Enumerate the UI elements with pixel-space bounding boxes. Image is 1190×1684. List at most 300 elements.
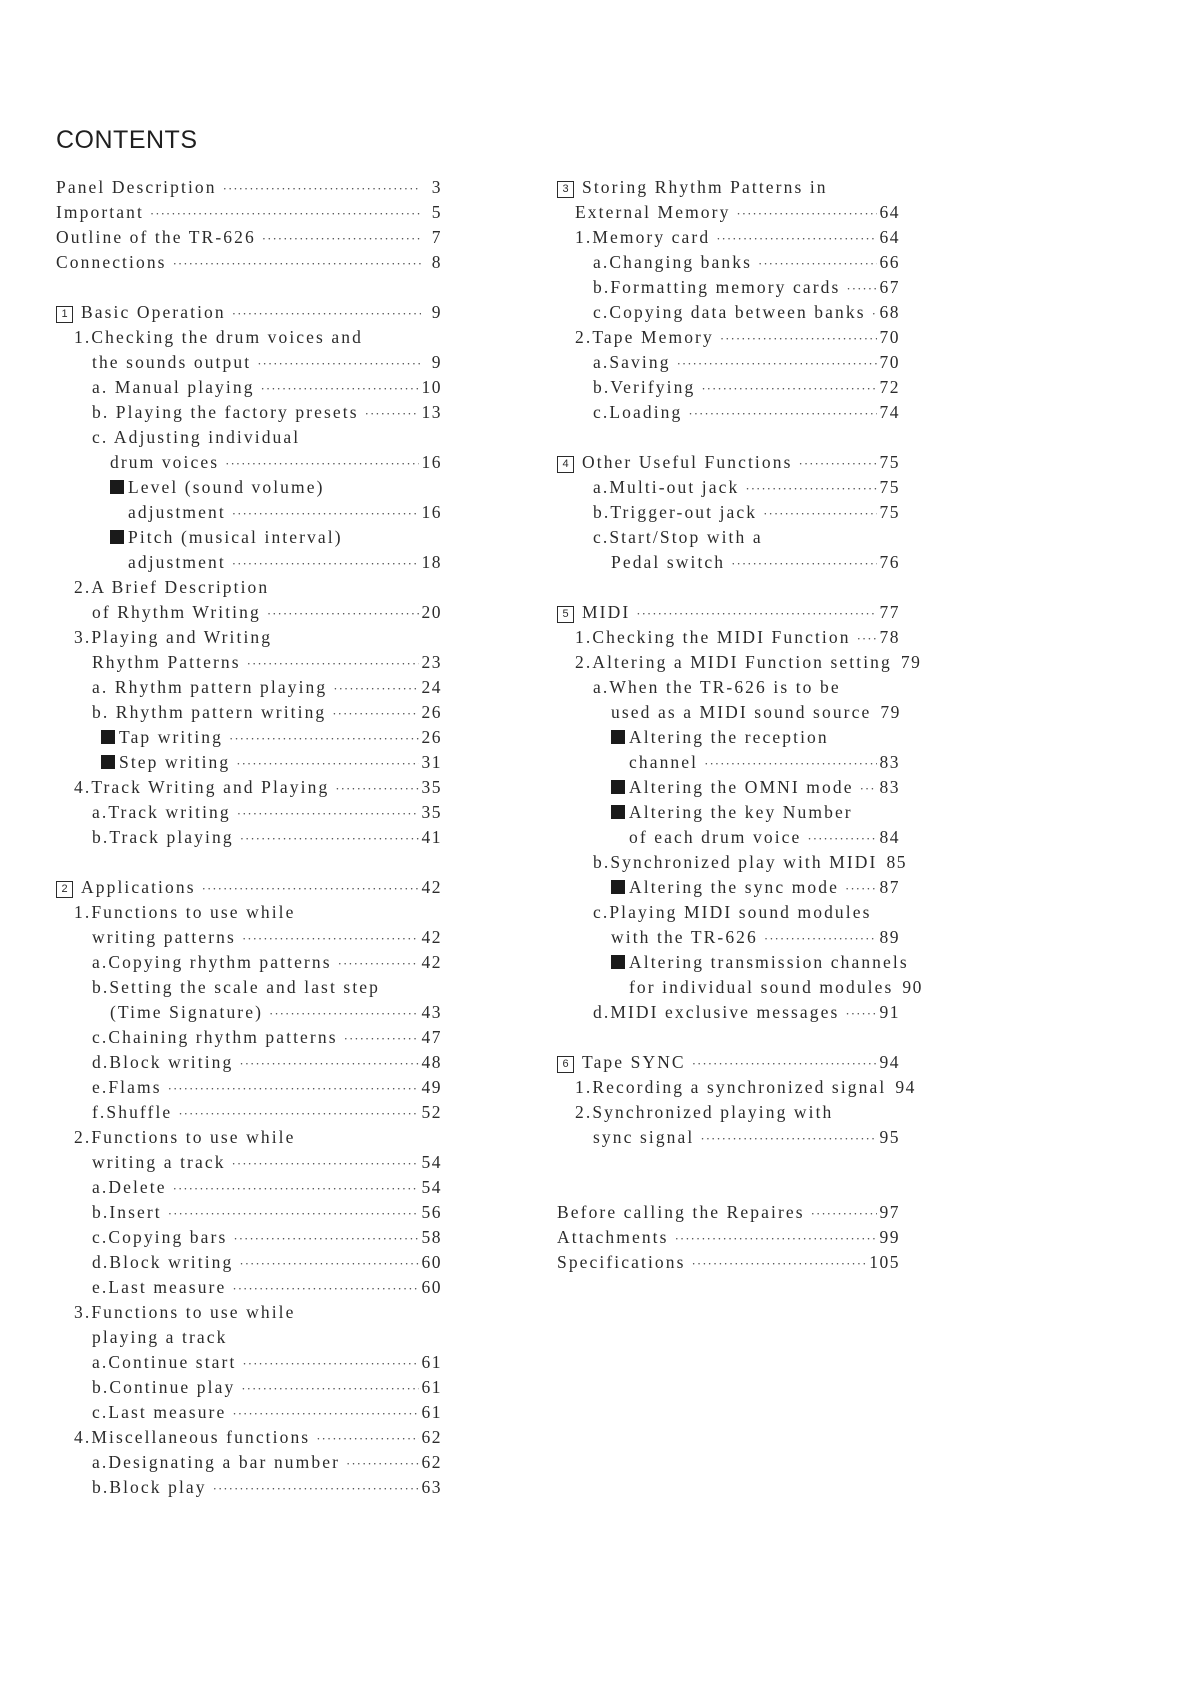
toc-entry-text: playing a track	[92, 1327, 228, 1347]
toc-entry[interactable]	[56, 1300, 442, 1325]
toc-entry[interactable]	[56, 1325, 442, 1350]
toc-entry-label	[92, 1200, 162, 1225]
toc-entry-label	[593, 475, 739, 500]
toc-spacer	[557, 575, 900, 600]
toc-page-number: 43	[421, 1002, 442, 1022]
toc-entry-text: c. Adjusting individual	[92, 427, 301, 447]
toc-page-number: 61	[421, 1402, 442, 1422]
toc-spacer	[56, 275, 442, 300]
toc-page-number: 42	[421, 952, 442, 972]
toc-entry[interactable]	[557, 1050, 900, 1075]
toc-entry-label	[128, 500, 226, 525]
dot-leader	[745, 476, 876, 501]
toc-page-number: 3	[431, 177, 442, 197]
toc-entry-label	[74, 1300, 296, 1325]
toc-entry[interactable]	[56, 1350, 442, 1375]
toc-entry[interactable]	[56, 200, 442, 225]
toc-entry[interactable]	[557, 750, 900, 775]
toc-entry[interactable]	[56, 1000, 442, 1025]
toc-page-number: 74	[879, 402, 900, 422]
dot-leader	[232, 301, 421, 326]
toc-page-number: 49	[421, 1077, 442, 1097]
toc-page-number: 48	[421, 1052, 442, 1072]
toc-entry[interactable]	[56, 975, 442, 1000]
toc-entry-text: Outline of the TR-626	[56, 227, 256, 247]
dot-leader	[202, 876, 419, 901]
toc-spacer	[557, 1025, 900, 1050]
toc-entry[interactable]	[557, 875, 900, 900]
dot-leader	[242, 926, 419, 951]
toc-entry-text: a.Continue start	[92, 1352, 237, 1372]
toc-entry-text: a. Rhythm pattern playing	[92, 677, 328, 697]
dot-leader	[232, 1276, 418, 1301]
toc-entry-label	[92, 1150, 226, 1175]
toc-entry[interactable]	[56, 775, 442, 800]
toc-entry-text: 1.Recording a synchronized signal	[575, 1077, 887, 1097]
toc-entry-label	[110, 1000, 263, 1025]
toc-entry[interactable]	[56, 500, 442, 525]
toc-entry[interactable]	[56, 1375, 442, 1400]
toc-entry-label	[593, 850, 877, 875]
toc-entry[interactable]	[557, 1225, 900, 1250]
toc-entry-label	[575, 650, 892, 675]
toc-entry-label	[56, 250, 167, 275]
toc-entry-text: 2.Functions to use while	[74, 1127, 296, 1147]
toc-page-number: 75	[879, 452, 900, 472]
toc-entry[interactable]	[56, 550, 442, 575]
toc-page-number: 61	[421, 1377, 442, 1397]
toc-entry-text: c.Copying bars	[92, 1227, 228, 1247]
toc-entry[interactable]	[557, 925, 900, 950]
toc-entry-label	[557, 1050, 686, 1075]
toc-entry[interactable]	[557, 1100, 900, 1125]
dot-leader	[807, 826, 876, 851]
toc-page-number: 41	[421, 827, 442, 847]
toc-entry-text: b.Block play	[92, 1477, 207, 1497]
toc-page-number: 84	[879, 827, 900, 847]
toc-entry-label	[611, 950, 909, 975]
toc-entry[interactable]	[56, 1275, 442, 1300]
toc-entry[interactable]	[56, 900, 442, 925]
toc-entry-label	[101, 750, 230, 775]
toc-page-number: 16	[421, 502, 442, 522]
dot-leader	[262, 226, 421, 251]
toc-entry[interactable]	[56, 625, 442, 650]
dot-leader	[225, 451, 418, 476]
toc-entry[interactable]	[56, 650, 442, 675]
bullet-square-icon	[101, 755, 115, 769]
dot-leader	[333, 676, 418, 701]
toc-entry-text: a.Delete	[92, 1177, 167, 1197]
toc-entry-text: 2.Synchronized playing with	[575, 1102, 834, 1122]
toc-entry-label	[593, 1000, 839, 1025]
toc-entry[interactable]	[557, 275, 900, 300]
toc-entry[interactable]	[557, 175, 900, 200]
toc-entry[interactable]	[557, 850, 907, 875]
toc-entry-label	[557, 175, 828, 200]
toc-entry-label	[128, 550, 226, 575]
toc-entry-label	[611, 775, 854, 800]
page-title: CONTENTS	[56, 126, 198, 154]
toc-page-number: 7	[431, 227, 442, 247]
toc-entry-text: Tape SYNC	[582, 1052, 686, 1072]
dot-leader	[764, 926, 877, 951]
toc-entry-label	[557, 1250, 686, 1275]
toc-entry[interactable]	[56, 375, 442, 400]
toc-entry-label	[92, 925, 236, 950]
toc-entry-text: Altering the reception	[629, 727, 829, 747]
toc-entry[interactable]	[56, 1150, 442, 1175]
toc-page-number: 63	[421, 1477, 442, 1497]
toc-entry[interactable]	[557, 200, 900, 225]
bullet-square-icon	[611, 955, 625, 969]
toc-entry[interactable]	[56, 300, 442, 325]
toc-entry-text: drum voices	[110, 452, 220, 472]
toc-entry-label	[611, 550, 725, 575]
toc-entry-text: a.Saving	[593, 352, 671, 372]
dot-leader	[857, 626, 877, 651]
toc-entry-label	[611, 925, 758, 950]
toc-entry-label	[92, 800, 231, 825]
toc-entry-label	[110, 475, 325, 500]
toc-entry-text: Storing Rhythm Patterns in	[582, 177, 828, 197]
toc-entry-label	[74, 900, 296, 925]
toc-entry[interactable]	[56, 325, 442, 350]
toc-page-number: 10	[421, 377, 442, 397]
dot-leader	[846, 276, 876, 301]
toc-entry[interactable]	[56, 800, 442, 825]
toc-entry-text: with the TR-626	[611, 927, 758, 947]
toc-entry[interactable]	[56, 825, 442, 850]
toc-entry[interactable]	[56, 1450, 442, 1475]
toc-entry[interactable]	[557, 675, 900, 700]
toc-entry-text: Altering the key Number	[629, 802, 853, 822]
toc-entry-label	[92, 1225, 227, 1250]
toc-entry-text: 4.Track Writing and Playing	[74, 777, 330, 797]
toc-entry[interactable]	[557, 700, 900, 725]
toc-entry-label	[92, 675, 327, 700]
toc-entry-text: Rhythm Patterns	[92, 652, 241, 672]
dot-leader	[257, 351, 421, 376]
toc-entry[interactable]	[56, 1125, 442, 1150]
toc-entry[interactable]	[56, 1425, 442, 1450]
toc-entry[interactable]	[56, 425, 442, 450]
toc-entry[interactable]	[557, 725, 900, 750]
dot-leader	[247, 651, 419, 676]
toc-entry-label	[593, 375, 695, 400]
chapter-number-badge: 3	[557, 181, 574, 198]
dot-leader	[173, 1176, 419, 1201]
toc-entry-label	[593, 400, 682, 425]
dot-leader	[860, 776, 877, 801]
toc-entry[interactable]	[56, 1075, 442, 1100]
toc-entry-label	[92, 1475, 207, 1500]
toc-entry-label	[92, 1275, 226, 1300]
dot-leader	[763, 501, 876, 526]
toc-entry[interactable]	[56, 525, 442, 550]
toc-entry[interactable]	[56, 875, 442, 900]
toc-entry-text: c.Copying data between banks	[593, 302, 866, 322]
toc-entry-label	[575, 625, 851, 650]
toc-entry[interactable]	[557, 1125, 900, 1150]
toc-page-number: 89	[879, 927, 900, 947]
toc-entry-text: c.Start/Stop with a	[593, 527, 763, 547]
toc-page-number: 75	[879, 502, 900, 522]
toc-entry-label	[557, 1225, 669, 1250]
toc-entry-label	[92, 375, 255, 400]
dot-leader	[344, 1026, 419, 1051]
dot-leader	[845, 876, 877, 901]
toc-entry-text: Level (sound volume)	[128, 477, 325, 497]
dot-leader	[731, 551, 876, 576]
toc-entry[interactable]	[56, 1025, 442, 1050]
toc-entry[interactable]	[56, 1400, 442, 1425]
toc-entry-text: Altering transmission channels	[629, 952, 909, 972]
toc-entry-label	[593, 525, 763, 550]
toc-entry-label	[92, 1325, 227, 1350]
dot-leader	[720, 326, 877, 351]
toc-entry-text: 1.Checking the drum voices and	[74, 327, 363, 347]
dot-leader	[811, 1201, 877, 1226]
toc-entry[interactable]	[56, 575, 442, 600]
toc-entry-text: Attachments	[557, 1227, 669, 1247]
toc-entry[interactable]	[557, 225, 900, 250]
toc-entry-label	[611, 725, 829, 750]
toc-entry-text: Altering the OMNI mode	[629, 777, 854, 797]
toc-entry-label	[92, 1175, 167, 1200]
toc-entry-label	[56, 300, 226, 325]
toc-entry[interactable]	[557, 500, 900, 525]
toc-entry[interactable]	[557, 300, 900, 325]
toc-entry-text: Important	[56, 202, 144, 222]
dot-leader	[704, 751, 876, 776]
toc-entry[interactable]	[557, 950, 909, 975]
toc-entry-label	[593, 675, 841, 700]
toc-entry[interactable]	[56, 1050, 442, 1075]
toc-entry[interactable]	[557, 600, 900, 625]
toc-entry-text: b.Synchronized play with MIDI	[593, 852, 878, 872]
toc-entry[interactable]	[557, 550, 900, 575]
toc-page-number: 5	[431, 202, 442, 222]
toc-page-number: 66	[879, 252, 900, 272]
toc-entry-label	[629, 825, 801, 850]
toc-entry-text: a.Multi-out jack	[593, 477, 740, 497]
toc-entry-text: Pedal switch	[611, 552, 726, 572]
toc-entry[interactable]	[557, 375, 900, 400]
toc-entry-text: 3.Playing and Writing	[74, 627, 273, 647]
dot-leader	[677, 351, 877, 376]
toc-page-number: 20	[421, 602, 442, 622]
toc-entry[interactable]	[56, 1100, 442, 1125]
toc-entry-text: (Time Signature)	[110, 1002, 264, 1022]
toc-page-number: 62	[421, 1452, 442, 1472]
toc-entry-label	[92, 1025, 338, 1050]
toc-entry-label	[56, 875, 196, 900]
toc-entry-label	[92, 1100, 172, 1125]
dot-leader	[700, 1126, 876, 1151]
toc-entry-label	[110, 450, 219, 475]
toc-page-number: 94	[879, 1052, 900, 1072]
toc-page-number: 85	[886, 852, 907, 872]
toc-entry[interactable]	[56, 675, 442, 700]
toc-entry-label	[74, 325, 363, 350]
toc-entry[interactable]	[557, 1250, 900, 1275]
bullet-square-icon	[110, 530, 124, 544]
toc-entry[interactable]	[557, 900, 900, 925]
toc-page-number: 60	[421, 1252, 442, 1272]
toc-entry[interactable]	[56, 175, 442, 200]
toc-entry-text: of each drum voice	[629, 827, 802, 847]
toc-entry-label	[92, 700, 326, 725]
toc-page-number: 87	[879, 877, 900, 897]
dot-leader	[233, 1226, 418, 1251]
toc-entry[interactable]	[56, 700, 442, 725]
bullet-square-icon	[611, 880, 625, 894]
toc-entry[interactable]	[557, 475, 900, 500]
dot-leader	[316, 1426, 418, 1451]
dot-leader	[261, 376, 419, 401]
toc-entry[interactable]	[557, 525, 900, 550]
dot-leader	[239, 1251, 418, 1276]
toc-entry[interactable]	[56, 1225, 442, 1250]
toc-page-number: 67	[879, 277, 900, 297]
toc-entry[interactable]	[56, 750, 442, 775]
toc-entry[interactable]	[56, 475, 442, 500]
toc-entry-label	[611, 800, 853, 825]
toc-entry[interactable]	[56, 950, 442, 975]
toc-entry[interactable]	[56, 1175, 442, 1200]
dot-leader	[335, 776, 418, 801]
toc-page-number: 72	[879, 377, 900, 397]
toc-entry-label	[575, 1075, 886, 1100]
toc-entry[interactable]	[557, 450, 900, 475]
dot-leader	[213, 1476, 419, 1501]
toc-entry-text: b. Playing the factory presets	[92, 402, 359, 422]
dot-leader	[232, 501, 419, 526]
toc-entry-text: Pitch (musical interval)	[128, 527, 343, 547]
toc-entry[interactable]	[557, 825, 900, 850]
toc-entry[interactable]	[557, 975, 923, 1000]
toc-entry-text: 2.A Brief Description	[74, 577, 270, 597]
toc-entry[interactable]	[56, 400, 442, 425]
toc-entry[interactable]	[56, 225, 442, 250]
dot-leader	[150, 201, 421, 226]
dot-leader	[267, 601, 419, 626]
toc-entry-label	[593, 500, 757, 525]
toc-entry-label	[92, 1075, 162, 1100]
bullet-square-icon	[611, 730, 625, 744]
toc-entry-text: b.Continue play	[92, 1377, 236, 1397]
dot-leader	[716, 226, 876, 251]
toc-entry[interactable]	[56, 1200, 442, 1225]
toc-entry[interactable]	[557, 325, 900, 350]
toc-entry[interactable]	[557, 1200, 900, 1225]
toc-entry[interactable]	[557, 1075, 916, 1100]
toc-entry-text: b.Setting the scale and last step	[92, 977, 380, 997]
dot-leader	[232, 551, 419, 576]
toc-page-number: 76	[879, 552, 900, 572]
toc-entry[interactable]	[56, 250, 442, 275]
toc-entry-label	[74, 775, 329, 800]
toc-entry-text: e.Last measure	[92, 1277, 227, 1297]
toc-entry-label	[629, 750, 698, 775]
toc-entry-text: Connections	[56, 252, 167, 272]
toc-entry[interactable]	[557, 350, 900, 375]
toc-entry-label	[593, 250, 752, 275]
toc-entry[interactable]	[557, 250, 900, 275]
toc-spacer	[557, 425, 900, 450]
dot-leader	[736, 201, 876, 226]
toc-page-number: 31	[421, 752, 442, 772]
toc-entry-label	[110, 525, 343, 550]
toc-entry[interactable]	[557, 1000, 900, 1025]
toc-entry-text: f.Shuffle	[92, 1102, 173, 1122]
toc-entry[interactable]	[557, 775, 900, 800]
toc-page-number: 13	[421, 402, 442, 422]
toc-spacer	[557, 1175, 900, 1200]
toc-entry-label	[575, 225, 710, 250]
toc-entry-label	[74, 625, 272, 650]
toc-page-number: 79	[880, 702, 901, 722]
toc-entry-text: for individual sound modules	[629, 977, 894, 997]
toc-entry-label	[92, 1350, 236, 1375]
dot-leader	[232, 1151, 419, 1176]
toc-entry-text: 3.Functions to use while	[74, 1302, 296, 1322]
dot-leader	[346, 1451, 418, 1476]
toc-entry-text: c.Playing MIDI sound modules	[593, 902, 872, 922]
toc-entry[interactable]	[56, 450, 442, 475]
toc-entry-text: a. Manual playing	[92, 377, 255, 397]
toc-entry[interactable]	[56, 725, 442, 750]
dot-leader	[242, 1351, 418, 1376]
toc-page-number: 9	[431, 302, 442, 322]
dot-leader	[338, 951, 419, 976]
toc-entry-label	[611, 875, 839, 900]
toc-entry-label	[557, 1200, 805, 1225]
toc-page-number: 61	[421, 1352, 442, 1372]
toc-page-number: 42	[421, 927, 442, 947]
toc-entry[interactable]	[56, 350, 442, 375]
toc-entry-label	[92, 425, 300, 450]
toc-page-number: 83	[879, 777, 900, 797]
toc-entry-text: Step writing	[119, 752, 231, 772]
toc-entry[interactable]	[56, 1250, 442, 1275]
dot-leader	[223, 176, 421, 201]
toc-entry[interactable]	[557, 625, 900, 650]
toc-entry[interactable]	[56, 1475, 442, 1500]
toc-entry-text: Specifications	[557, 1252, 686, 1272]
toc-entry[interactable]	[557, 650, 922, 675]
toc-right-column	[557, 175, 923, 1275]
toc-page-number: 62	[421, 1427, 442, 1447]
toc-entry[interactable]	[56, 925, 442, 950]
toc-entry[interactable]	[557, 800, 900, 825]
toc-page-number: 56	[421, 1202, 442, 1222]
toc-entry-label	[56, 175, 217, 200]
toc-spacer	[56, 850, 442, 875]
toc-entry[interactable]	[557, 400, 900, 425]
toc-entry-label	[593, 350, 671, 375]
toc-page-number: 18	[421, 552, 442, 572]
toc-entry[interactable]	[56, 600, 442, 625]
dot-leader	[173, 251, 421, 276]
toc-entry-text: b.Track playing	[92, 827, 234, 847]
toc-entry-text: Before calling the Repaires	[557, 1202, 805, 1222]
toc-entry-text: 1.Memory card	[575, 227, 711, 247]
toc-entry-label	[611, 700, 871, 725]
toc-entry-text: Tap writing	[119, 727, 224, 747]
toc-page-number: 79	[900, 652, 922, 672]
